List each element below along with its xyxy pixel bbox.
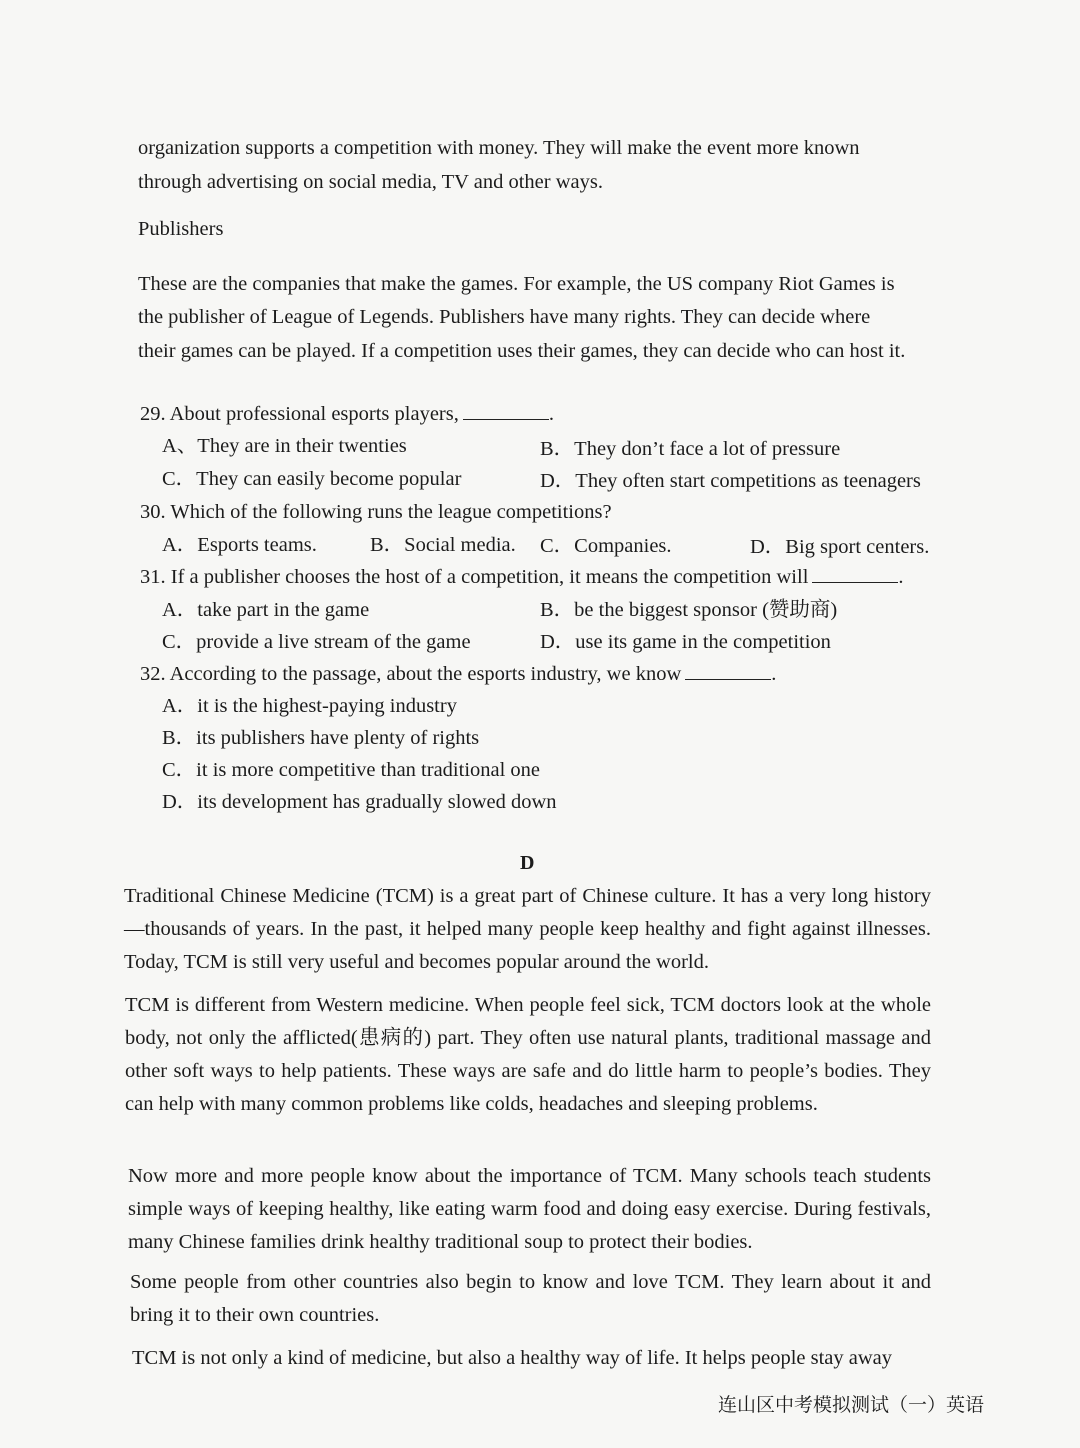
q29-option-a: A、They are in their twenties <box>162 435 407 457</box>
paragraph-line: organization supports a competition with money. They will make the event more known <box>138 137 860 159</box>
tcm-paragraph-4: Some people from other countries also begin to know and love TCM. They learn about it and bring it to their own countries. <box>130 1271 931 1326</box>
question-31-stem: 31. If a publisher chooses the host of a competition, it means the competition will . <box>140 566 904 588</box>
tcm-paragraph-5: TCM is not only a kind of medicine, but also a healthy way of life. It helps people stay away <box>132 1347 893 1369</box>
q31-option-d: D．use its game in the competition <box>540 631 831 653</box>
q29-option-b: B．They don’t face a lot of pressure <box>540 438 841 460</box>
paragraph-line: These are the companies that make the games. For example, the US company Riot Games is <box>138 273 895 295</box>
question-29-stem: 29. About professional esports players, . <box>140 403 554 425</box>
tcm-paragraph-1: Traditional Chinese Medicine (TCM) is a great part of Chinese culture. It has a very long history—thousands of years. In the past, it helped many people keep healthy and fight against illnesses. Today, TCM is still very useful and becomes popular around the world. <box>124 885 931 973</box>
question-30-stem: 30. Which of the following runs the league competitions? <box>140 501 612 523</box>
tcm-paragraph-3: Now more and more people know about the importance of TCM. Many schools teach students simple ways of keeping healthy, like eating warm food and doing easy exercise. During festivals, many Chinese families drink healthy traditional soup to protect their bodies. <box>128 1165 931 1253</box>
q30-option-b: B．Social media. <box>370 534 516 556</box>
q32-option-d: D．its development has gradually slowed down <box>162 791 557 813</box>
answer-blank <box>812 566 898 583</box>
answer-blank <box>685 663 771 680</box>
q32-option-c: C．it is more competitive than traditional one <box>162 759 541 781</box>
paragraph-line: the publisher of League of Legends. Publishers have many rights. They can decide where <box>138 306 871 328</box>
q30-option-a: A．Esports teams. <box>162 534 317 556</box>
q30-option-c: C．Companies. <box>540 535 672 557</box>
page-footer: 连山区中考模拟测试（一）英语 <box>718 1394 985 1416</box>
question-32-stem: 32. According to the passage, about the esports industry, we know . <box>140 663 777 685</box>
q30-option-d: D．Big sport centers. <box>750 536 930 558</box>
section-d-heading: D <box>520 852 535 874</box>
q31-option-c: C．provide a live stream of the game <box>162 631 471 653</box>
paragraph-line: through advertising on social media, TV and other ways. <box>138 171 603 193</box>
answer-blank <box>463 403 549 420</box>
q32-option-b: B．its publishers have plenty of rights <box>162 727 480 749</box>
tcm-paragraph-2: TCM is different from Western medicine. When people feel sick, TCM doctors look at the whole body, not only the afflicted(患病的) part. They often use natural plants, traditional massage and other soft ways to help patients. These ways are safe and do little harm to people’s bodies. They can help with many common problems like colds, headaches and sleeping problems. <box>125 994 931 1115</box>
q29-option-d: D．They often start competitions as teenagers <box>540 470 921 492</box>
q29-option-c: C．They can easily become popular <box>162 468 462 490</box>
q31-option-b: B．be the biggest sponsor (赞助商) <box>540 599 838 621</box>
q31-option-a: A．take part in the game <box>162 599 370 621</box>
publishers-heading: Publishers <box>138 218 224 240</box>
paragraph-line: their games can be played. If a competition uses their games, they can decide who can host it. <box>138 340 906 362</box>
q32-option-a: A．it is the highest-paying industry <box>162 695 457 717</box>
